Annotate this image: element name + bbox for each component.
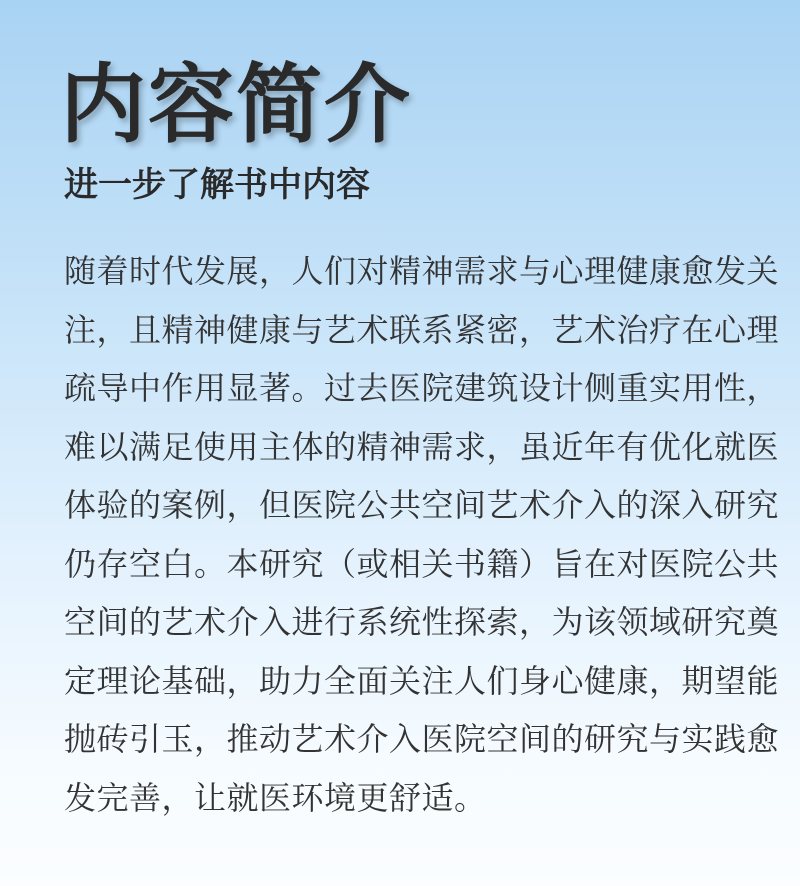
body-line: 随着时代发展，人们对精神需求与心理健康愈发关: [64, 252, 780, 290]
body-line: 抛砖引玉，推动艺术介入医院空间的研究与实践愈: [64, 720, 780, 758]
body-line: 体验的案例，但医院公共空间艺术介入的深入研究: [64, 486, 780, 524]
page-title: 内容简介: [60, 55, 412, 155]
body-line: 空间的艺术介入进行系统性探索，为该领域研究奠: [64, 603, 780, 641]
body-line: 疏导中作用显著。过去医院建筑设计侧重实用性，: [64, 369, 780, 407]
body-line: 注，且精神健康与艺术联系紧密，艺术治疗在心理: [64, 310, 780, 349]
page-subtitle: 进一步了解书中内容: [64, 165, 370, 205]
body-line: 定理论基础，助力全面关注人们身心健康，期望能: [64, 661, 780, 700]
body-line: 仍存空白。本研究（或相关书籍）旨在对医院公共: [64, 544, 780, 583]
body-line: 难以满足使用主体的精神需求，虽近年有优化就医: [64, 427, 780, 466]
body-line: 发完善，让就医环境更舒适。: [64, 778, 487, 817]
body-paragraph: [64, 242, 780, 827]
